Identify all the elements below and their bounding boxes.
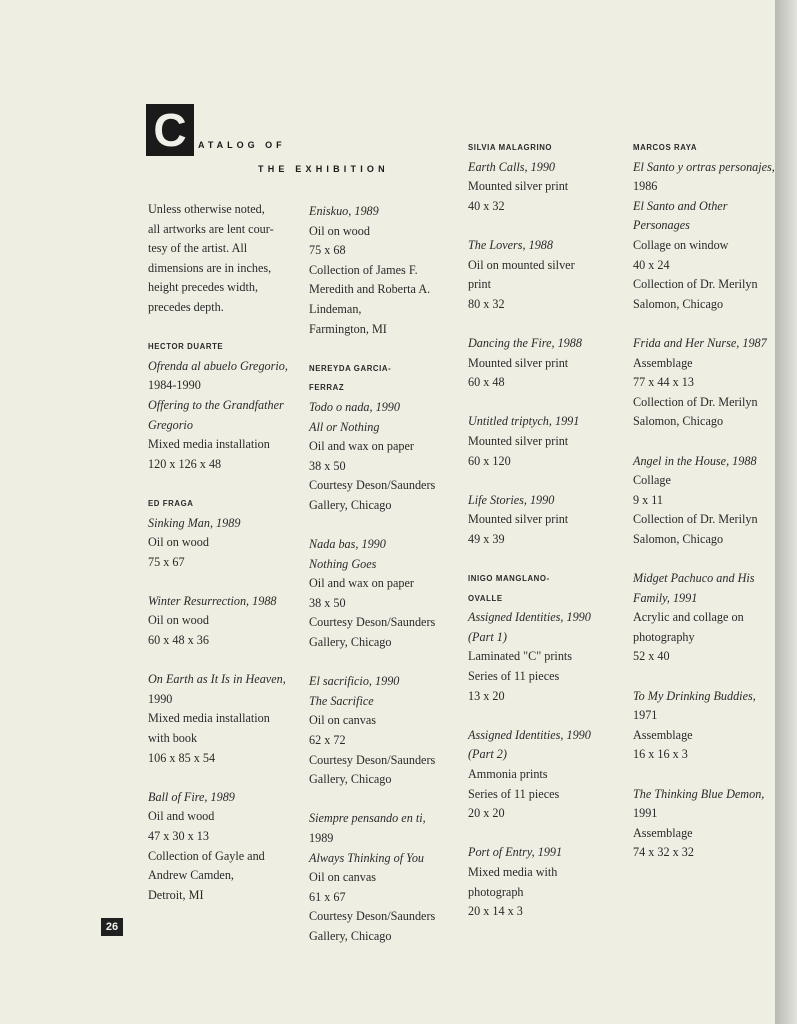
entry-spacer xyxy=(468,216,591,236)
catalog-text-line: photography xyxy=(633,629,695,644)
catalog-column-2 xyxy=(309,202,435,947)
page-edge-shadow xyxy=(775,0,797,1024)
catalog-text-line: Collection of Dr. Merilyn xyxy=(633,512,758,527)
catalog-text-line: Oil on wood xyxy=(148,613,209,628)
catalog-text-line: Acrylic and collage on xyxy=(633,610,744,625)
catalog-text-line: Oil and wax on paper xyxy=(309,439,414,454)
catalog-text-line: 20 x 14 x 3 xyxy=(468,904,523,919)
catalog-text-line: Mounted silver print xyxy=(468,512,569,527)
catalog-text-line: 40 x 32 xyxy=(468,198,505,213)
catalog-text-line: height precedes width, xyxy=(148,280,258,295)
catalog-text-line: Collage on window xyxy=(633,237,729,252)
catalog-text-line: Oil on wood xyxy=(148,535,209,550)
catalog-text-line: Salomon, Chicago xyxy=(633,414,724,429)
catalog-text-line: 60 x 120 xyxy=(468,453,511,468)
catalog-text-line: 47 x 30 x 13 xyxy=(148,829,209,843)
artwork-title-line: Assigned Identities, 1990 xyxy=(468,727,591,742)
catalog-text-line: Oil on wood xyxy=(309,223,370,238)
page-number: 26 xyxy=(101,918,123,936)
entry-spacer xyxy=(468,393,591,413)
artwork-title-line: (Part 2) xyxy=(468,747,507,762)
catalog-text-line: Farmington, MI xyxy=(309,321,387,336)
catalog-text-line: Series of 11 pieces xyxy=(468,669,560,684)
artwork-title-line: Dancing the Fire, 1988 xyxy=(468,335,582,350)
catalog-text-line: 1986 xyxy=(633,179,658,194)
catalog-text-line: Oil on canvas xyxy=(309,870,377,885)
catalog-text-line: 60 x 48 x 36 xyxy=(148,633,209,648)
catalog-text-line: 62 x 72 xyxy=(309,733,346,748)
artwork-title-line: Family, 1991 xyxy=(633,590,698,605)
artwork-title-line: El Santo y ortras personajes, xyxy=(633,159,775,174)
catalog-text-line: Mounted silver print xyxy=(468,433,569,448)
catalog-text-line: print xyxy=(468,277,492,292)
catalog-text-line: Collection of James F. xyxy=(309,262,418,277)
artwork-title-line: El Santo and Other xyxy=(633,198,728,213)
catalog-text-line: Collection of Dr. Merilyn xyxy=(633,277,758,292)
catalog-text-line: Courtesy Deson/Saunders xyxy=(309,752,436,767)
catalog-text-line: Gallery, Chicago xyxy=(309,772,392,787)
entry-spacer xyxy=(309,516,435,536)
entry-spacer xyxy=(309,653,435,673)
catalog-column-4 xyxy=(633,138,775,863)
catalog-text-line: Assemblage xyxy=(633,727,693,742)
artist-name: INIGO MANGLANO- xyxy=(468,574,550,584)
artwork-title-line: Nothing Goes xyxy=(309,556,377,571)
catalog-text-line: Salomon, Chicago xyxy=(633,296,724,311)
artist-name: OVALLE xyxy=(468,593,503,603)
catalog-text-line: Mounted silver print xyxy=(468,355,569,370)
artwork-title-line: Untitled triptych, 1991 xyxy=(468,414,580,429)
catalog-text-line: 75 x 68 xyxy=(309,243,346,258)
catalog-text-line: 49 x 39 xyxy=(468,531,505,546)
catalog-text-line: 1991 xyxy=(633,806,658,821)
catalog-text-line: Salomon, Chicago xyxy=(633,531,724,546)
catalog-text-line: Gallery, Chicago xyxy=(309,497,392,512)
catalog-text-line: 38 x 50 xyxy=(309,595,346,610)
entry-spacer xyxy=(633,765,775,785)
artwork-title-line: El sacrificio, 1990 xyxy=(309,674,400,689)
catalog-column-3 xyxy=(468,138,591,922)
catalog-text-line: 60 x 48 xyxy=(468,375,505,390)
artwork-title-line: Ball of Fire, 1989 xyxy=(148,789,235,804)
catalog-text-line: Courtesy Deson/Saunders xyxy=(309,615,436,630)
title-initial-block: C xyxy=(146,104,194,156)
catalog-text-line: Collection of Dr. Merilyn xyxy=(633,394,758,409)
entry-spacer xyxy=(309,790,435,810)
catalog-text-line: tesy of the artist. All xyxy=(148,241,248,256)
catalog-text-line: Unless otherwise noted, xyxy=(148,202,265,216)
catalog-text-line: Detroit, MI xyxy=(148,887,204,902)
catalog-text-line: 80 x 32 xyxy=(468,296,505,311)
catalog-text-line: Gallery, Chicago xyxy=(309,928,392,943)
catalog-text-line: 74 x 32 x 32 xyxy=(633,845,694,860)
artist-name: ED FRAGA xyxy=(148,498,194,508)
catalog-text-line: dimensions are in inches, xyxy=(148,260,272,275)
catalog-text-line: Mixed media with xyxy=(468,864,558,879)
catalog-text-line: 1989 xyxy=(309,831,334,845)
catalog-text-line: 77 x 44 x 13 xyxy=(633,375,694,390)
artist-name: MARCOS RAYA xyxy=(633,143,698,152)
catalog-text-line: Oil on mounted silver xyxy=(468,257,575,272)
artwork-title-line: Always Thinking of You xyxy=(309,850,425,865)
entry-spacer xyxy=(148,572,288,592)
catalog-text-line: 52 x 40 xyxy=(633,649,670,664)
artwork-title-line: On Earth as It Is in Heaven, xyxy=(148,672,286,687)
catalog-text-line: all artworks are lent cour- xyxy=(148,221,274,236)
catalog-text-line: 20 x 20 xyxy=(468,806,505,821)
entry-spacer xyxy=(148,474,288,494)
artwork-title-line: Gregorio xyxy=(148,417,193,432)
catalog-text-line: Gallery, Chicago xyxy=(309,635,392,650)
catalog-text-line: Oil and wood xyxy=(148,809,215,824)
artist-name: HECTOR DUARTE xyxy=(148,342,224,352)
entry-spacer xyxy=(309,339,435,359)
catalog-text-line: Assemblage xyxy=(633,825,693,840)
catalog-text-line: Series of 11 pieces xyxy=(468,786,560,801)
artwork-title-line: To My Drinking Buddies, xyxy=(633,688,756,703)
catalog-text-line: 120 x 126 x 48 xyxy=(148,456,222,471)
catalog-text-line: 61 x 67 xyxy=(309,889,346,904)
catalog-text-line: 1984-1990 xyxy=(148,378,201,393)
catalog-text-line: photograph xyxy=(468,884,524,899)
artwork-title-line: The Lovers, 1988 xyxy=(468,237,553,252)
entry-spacer xyxy=(468,549,591,569)
catalog-text-line: Collection of Gayle and xyxy=(148,848,265,863)
entry-spacer xyxy=(468,314,591,334)
artwork-title-line: The Sacrifice xyxy=(309,693,374,708)
artwork-title-line: All or Nothing xyxy=(309,419,380,434)
artist-name: FERRAZ xyxy=(309,383,345,393)
artist-name: SILVIA MALAGRINO xyxy=(468,143,553,152)
catalog-text-line: 75 x 67 xyxy=(148,554,185,569)
entry-spacer xyxy=(468,471,591,491)
catalog-text-line: Collage xyxy=(633,473,671,488)
artwork-title-line: Frida and Her Nurse, 1987 xyxy=(633,335,767,350)
entry-spacer xyxy=(468,706,591,726)
artwork-title-line: Winter Resurrection, 1988 xyxy=(148,593,277,608)
catalog-text-line: Courtesy Deson/Saunders xyxy=(309,909,436,924)
artwork-title-line: Ofrenda al abuelo Gregorio, xyxy=(148,358,288,373)
entry-spacer xyxy=(633,314,775,334)
catalog-text-line: Andrew Camden, xyxy=(148,868,234,883)
catalog-text-line: Lindeman, xyxy=(309,301,362,316)
artwork-title-line: (Part 1) xyxy=(468,629,507,644)
catalog-text-line: Mixed media installation xyxy=(148,437,270,452)
artwork-title-line: Offering to the Grandfather xyxy=(148,397,284,412)
catalog-text-line: Oil and wax on paper xyxy=(309,576,414,591)
catalog-text-line: 1971 xyxy=(633,708,658,723)
catalog-text-line: Laminated "C" prints xyxy=(468,649,573,664)
entry-spacer xyxy=(633,667,775,687)
catalog-text-line: 1990 xyxy=(148,691,173,706)
artwork-title-line: Nada bas, 1990 xyxy=(309,537,386,552)
entry-spacer xyxy=(148,318,288,338)
catalog-text-line: Meredith and Roberta A. xyxy=(309,282,431,297)
artwork-title-line: Earth Calls, 1990 xyxy=(468,159,556,174)
catalog-text-line: Assemblage xyxy=(633,355,693,370)
artwork-title-line: Eniskuo, 1989 xyxy=(309,204,379,218)
artwork-title-line: Siempre pensando en ti, xyxy=(309,811,426,826)
title-line-1: ATALOG OF xyxy=(198,140,286,150)
catalog-text-line: precedes depth. xyxy=(148,299,224,314)
catalog-text-line: Mixed media installation xyxy=(148,711,270,726)
catalog-text-line: 106 x 85 x 54 xyxy=(148,750,216,765)
artwork-title-line: Midget Pachuco and His xyxy=(633,571,755,586)
entry-spacer xyxy=(633,432,775,452)
artwork-title-line: Port of Entry, 1991 xyxy=(468,845,563,860)
artwork-title-line: Assigned Identities, 1990 xyxy=(468,610,591,625)
catalog-text-line: 13 x 20 xyxy=(468,688,505,703)
artwork-title-line: Sinking Man, 1989 xyxy=(148,515,241,530)
catalog-column-1 xyxy=(148,200,288,905)
artwork-title-line: Angel in the House, 1988 xyxy=(633,453,757,468)
artwork-title-line: Personages xyxy=(633,218,690,233)
catalog-text-line: Courtesy Deson/Saunders xyxy=(309,478,436,493)
artwork-title-line: The Thinking Blue Demon, xyxy=(633,786,765,801)
catalog-text-line: with book xyxy=(148,731,198,746)
title-line-2: THE EXHIBITION xyxy=(258,164,389,174)
entry-spacer xyxy=(468,824,591,844)
catalog-text-line: 16 x 16 x 3 xyxy=(633,747,688,762)
catalog-text-line: Oil on canvas xyxy=(309,713,377,728)
catalog-text-line: 38 x 50 xyxy=(309,458,346,473)
entry-spacer xyxy=(633,549,775,569)
artwork-title-line: Life Stories, 1990 xyxy=(468,492,555,507)
catalog-text-line: Ammonia prints xyxy=(468,767,548,781)
entry-spacer xyxy=(148,768,288,788)
entry-spacer xyxy=(148,651,288,671)
artwork-title-line: Todo o nada, 1990 xyxy=(309,399,400,414)
catalog-text-line: Mounted silver print xyxy=(468,179,569,194)
catalog-text-line: 9 x 11 xyxy=(633,492,664,507)
catalog-text-line: 40 x 24 xyxy=(633,257,670,272)
artist-name: NEREYDA GARCIA- xyxy=(309,363,392,373)
